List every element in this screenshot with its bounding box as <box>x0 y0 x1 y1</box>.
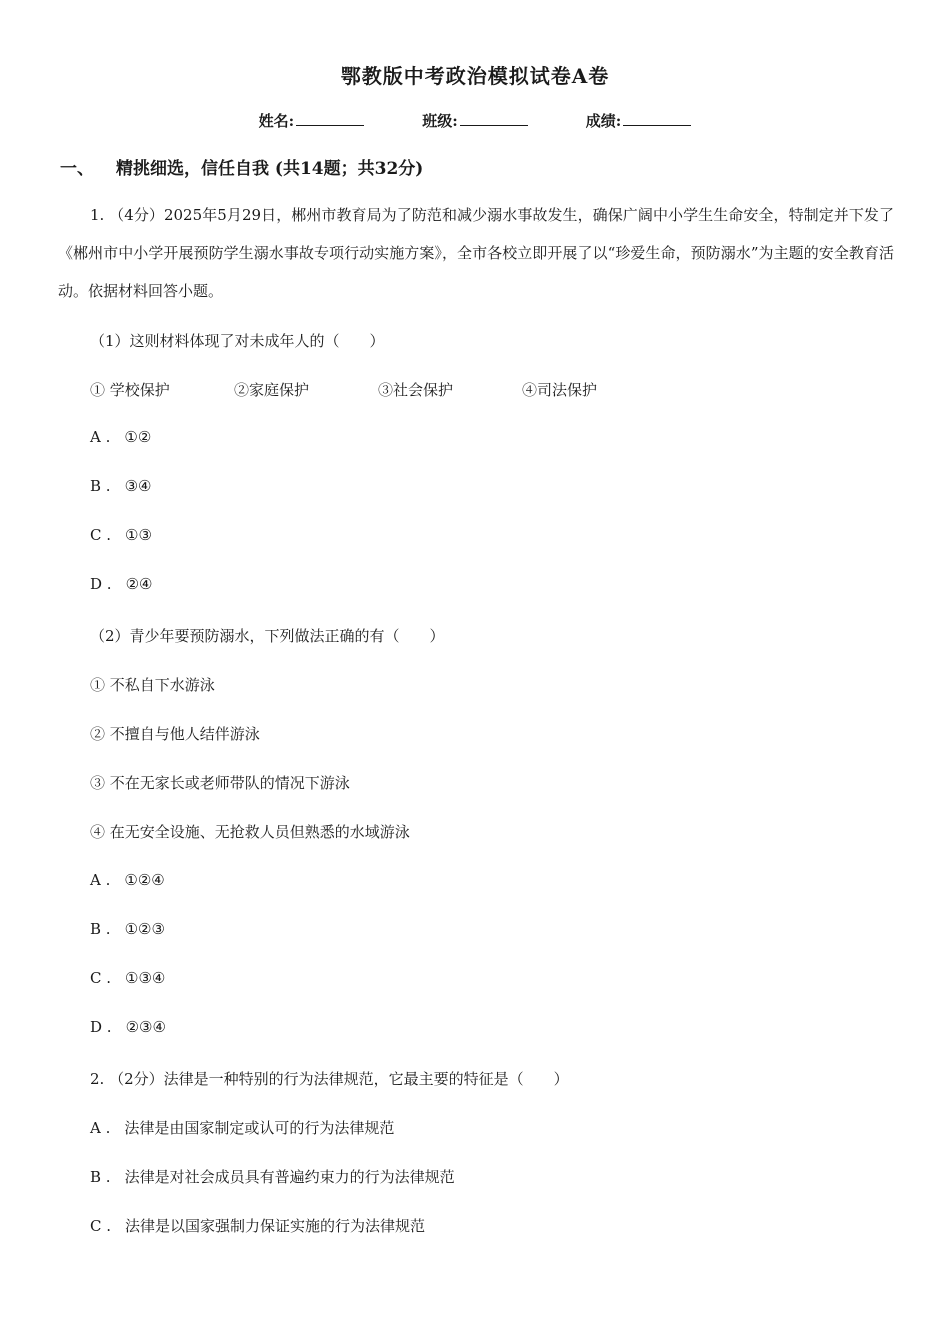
choice-text: 法律是对社会成员具有普遍约束力的行为法律规范 <box>124 1168 455 1186</box>
choice-letter: B . <box>90 1168 111 1186</box>
sub1-choice-b[interactable] <box>90 477 151 495</box>
choice-text: 法律是由国家制定或认可的行为法律规范 <box>124 1119 395 1137</box>
sub2-item: ④ 在无安全设施、无抢救人员但熟悉的水域游泳 <box>90 823 410 841</box>
choice-letter: A . <box>90 871 111 889</box>
name-label: 姓名: <box>258 112 295 130</box>
section-title: 精挑细选，信任自我 (共14题；共32分) <box>116 159 424 179</box>
choice-letter: B . <box>90 920 111 938</box>
choice-letter: C . <box>90 1217 112 1235</box>
choice-text: ①②③ <box>124 920 165 938</box>
sub2-item: ① 不私自下水游泳 <box>90 676 215 694</box>
sub2-choice-c[interactable] <box>90 969 165 987</box>
choice-letter: D . <box>90 575 112 593</box>
choice-text: 法律是以国家强制力保证实施的行为法律规范 <box>125 1217 426 1235</box>
section-number: 一、 <box>60 159 94 179</box>
class-field[interactable] <box>422 110 528 131</box>
sub2-item: ③ 不在无家长或老师带队的情况下游泳 <box>90 774 350 792</box>
sub1-item: ②家庭保护 <box>234 381 310 399</box>
sub1-choice-a[interactable] <box>90 428 151 446</box>
choice-letter: C . <box>90 969 112 987</box>
choice-letter: A . <box>90 428 111 446</box>
sub1-choice-c[interactable] <box>90 526 152 544</box>
score-blank[interactable] <box>623 111 691 126</box>
sub2-item: ② 不擅自与他人结伴游泳 <box>90 725 260 743</box>
q2-choice-a[interactable] <box>90 1117 394 1138</box>
class-blank[interactable] <box>460 111 528 126</box>
score-field[interactable] <box>586 110 692 131</box>
sub1-item: ④司法保护 <box>522 381 598 399</box>
question-2-stem: 2. （2分）法律是一种特别的行为法律规范，它最主要的特征是（ ） <box>90 1070 569 1088</box>
sub2-choice-d[interactable] <box>90 1018 166 1036</box>
score-label: 成绩: <box>585 112 622 130</box>
question-1-sub1-items <box>90 379 666 400</box>
section-heading <box>60 154 423 179</box>
choice-text: ①② <box>124 428 152 446</box>
choice-text: ③④ <box>124 477 152 495</box>
student-info-row <box>0 110 950 131</box>
class-label: 班级: <box>422 112 458 130</box>
question-1-sub2-prompt: （2）青少年要预防溺水，下列做法正确的有（ ） <box>90 627 445 645</box>
choice-letter: B . <box>90 477 111 495</box>
choice-text: ②③④ <box>125 1018 166 1036</box>
sub2-choice-a[interactable] <box>90 871 165 889</box>
question-1-stem: 1. （4分）2025年5月29日，郴州市教育局为了防范和减少溺水事故发生，确保广阔中小学生生命安全，特制定并下发了《郴州市中小学开展预防学生溺水事故专项行动实施方案》，全市各校立即开展了以“珍爱生命，预防溺水”为主题的安全教育活动。依据材料回答小题。 <box>58 206 894 300</box>
choice-text: ①③ <box>125 526 152 544</box>
q2-choice-c[interactable] <box>90 1215 425 1236</box>
sub2-choice-b[interactable] <box>90 920 165 938</box>
question-1-sub1-prompt: （1）这则材料体现了对未成年人的（ ） <box>90 332 385 350</box>
choice-letter: C . <box>90 526 112 544</box>
choice-letter: D . <box>90 1018 112 1036</box>
choice-text: ①②④ <box>124 871 165 889</box>
name-blank[interactable] <box>296 111 364 126</box>
choice-text: ①③④ <box>125 969 166 987</box>
name-field[interactable] <box>259 110 365 131</box>
choice-letter: A . <box>90 1119 111 1137</box>
sub1-item: ① 学校保护 <box>90 381 170 399</box>
exam-title: 鄂教版中考政治模拟试卷A卷 <box>340 64 610 88</box>
sub1-item: ③社会保护 <box>378 381 454 399</box>
q2-choice-b[interactable] <box>90 1166 455 1187</box>
choice-text: ②④ <box>125 575 153 593</box>
sub1-choice-d[interactable] <box>90 575 152 593</box>
